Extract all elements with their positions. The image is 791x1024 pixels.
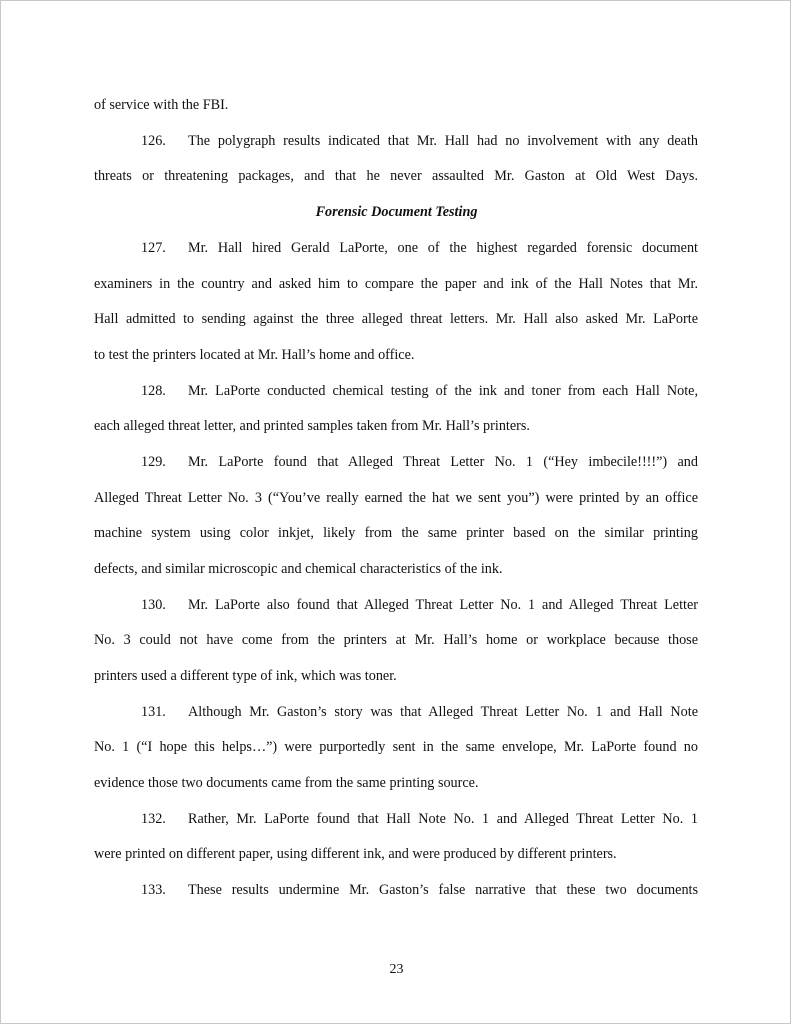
text-line: Mr. LaPorte found that Alleged Threat Letter No. 1 (“Hey imbecile!!!!”) and [188, 454, 698, 470]
paragraph-number: 128. [141, 383, 166, 399]
paragraph-130 [141, 596, 698, 614]
text-line: evidence those two documents came from the same printing source. [94, 775, 479, 791]
paragraph-127 [141, 239, 698, 257]
text-line: Hall admitted to sending against the three alleged threat letters. Mr. Hall also asked Mr. LaPorte [94, 311, 698, 327]
paragraph-131 [141, 703, 698, 721]
text-line: These results undermine Mr. Gaston’s false narrative that these two documents [188, 882, 698, 898]
paragraph-133 [141, 881, 698, 899]
text-line: defects, and similar microscopic and chemical characteristics of the ink. [94, 561, 503, 577]
text-line: Mr. LaPorte conducted chemical testing of the ink and toner from each Hall Note, [188, 383, 698, 399]
page-number: 23 [389, 962, 404, 977]
text-line: to test the printers located at Mr. Hall’s home and office. [94, 347, 415, 363]
text-line: each alleged threat letter, and printed samples taken from Mr. Hall’s printers. [94, 418, 530, 434]
text-line: of service with the FBI. [94, 97, 229, 113]
text-line: Rather, Mr. LaPorte found that Hall Note No. 1 and Alleged Threat Letter No. 1 [188, 811, 698, 827]
text-line: threats or threatening packages, and that he never assaulted Mr. Gaston at Old West Days. [94, 168, 698, 184]
paragraph-number: 127. [141, 240, 166, 256]
paragraph-number: 131. [141, 704, 166, 720]
paragraph-number: 132. [141, 811, 166, 827]
text-line: were printed on different paper, using different ink, and were produced by different printers. [94, 846, 617, 862]
paragraph-129 [141, 453, 698, 471]
paragraph-132 [141, 810, 698, 828]
text-line: machine system using color inkjet, likely from the same printer based on the similar printing [94, 525, 698, 541]
paragraph-128 [141, 382, 698, 400]
paragraph-126 [141, 132, 698, 150]
text-line: examiners in the country and asked him to compare the paper and ink of the Hall Notes that Mr. [94, 276, 698, 292]
paragraph-number: 130. [141, 597, 166, 613]
text-line: No. 3 could not have come from the printers at Mr. Hall’s home or workplace because those [94, 632, 698, 648]
text-line: Mr. Hall hired Gerald LaPorte, one of the highest regarded forensic document [188, 240, 698, 256]
text-line: Alleged Threat Letter No. 3 (“You’ve really earned the hat we sent you”) were printed by an office [94, 490, 698, 506]
text-line: The polygraph results indicated that Mr. Hall had no involvement with any death [188, 133, 698, 149]
paragraph-number: 133. [141, 882, 166, 898]
paragraph-number: 126. [141, 133, 166, 149]
text-line: Mr. LaPorte also found that Alleged Threat Letter No. 1 and Alleged Threat Letter [188, 597, 698, 613]
text-line: Although Mr. Gaston’s story was that Alleged Threat Letter No. 1 and Hall Note [188, 704, 698, 720]
text-line: No. 1 (“I hope this helps…”) were purportedly sent in the same envelope, Mr. LaPorte found no [94, 739, 698, 755]
text-line: printers used a different type of ink, which was toner. [94, 668, 397, 684]
paragraph-number: 129. [141, 454, 166, 470]
section-heading: Forensic Document Testing [315, 204, 478, 220]
